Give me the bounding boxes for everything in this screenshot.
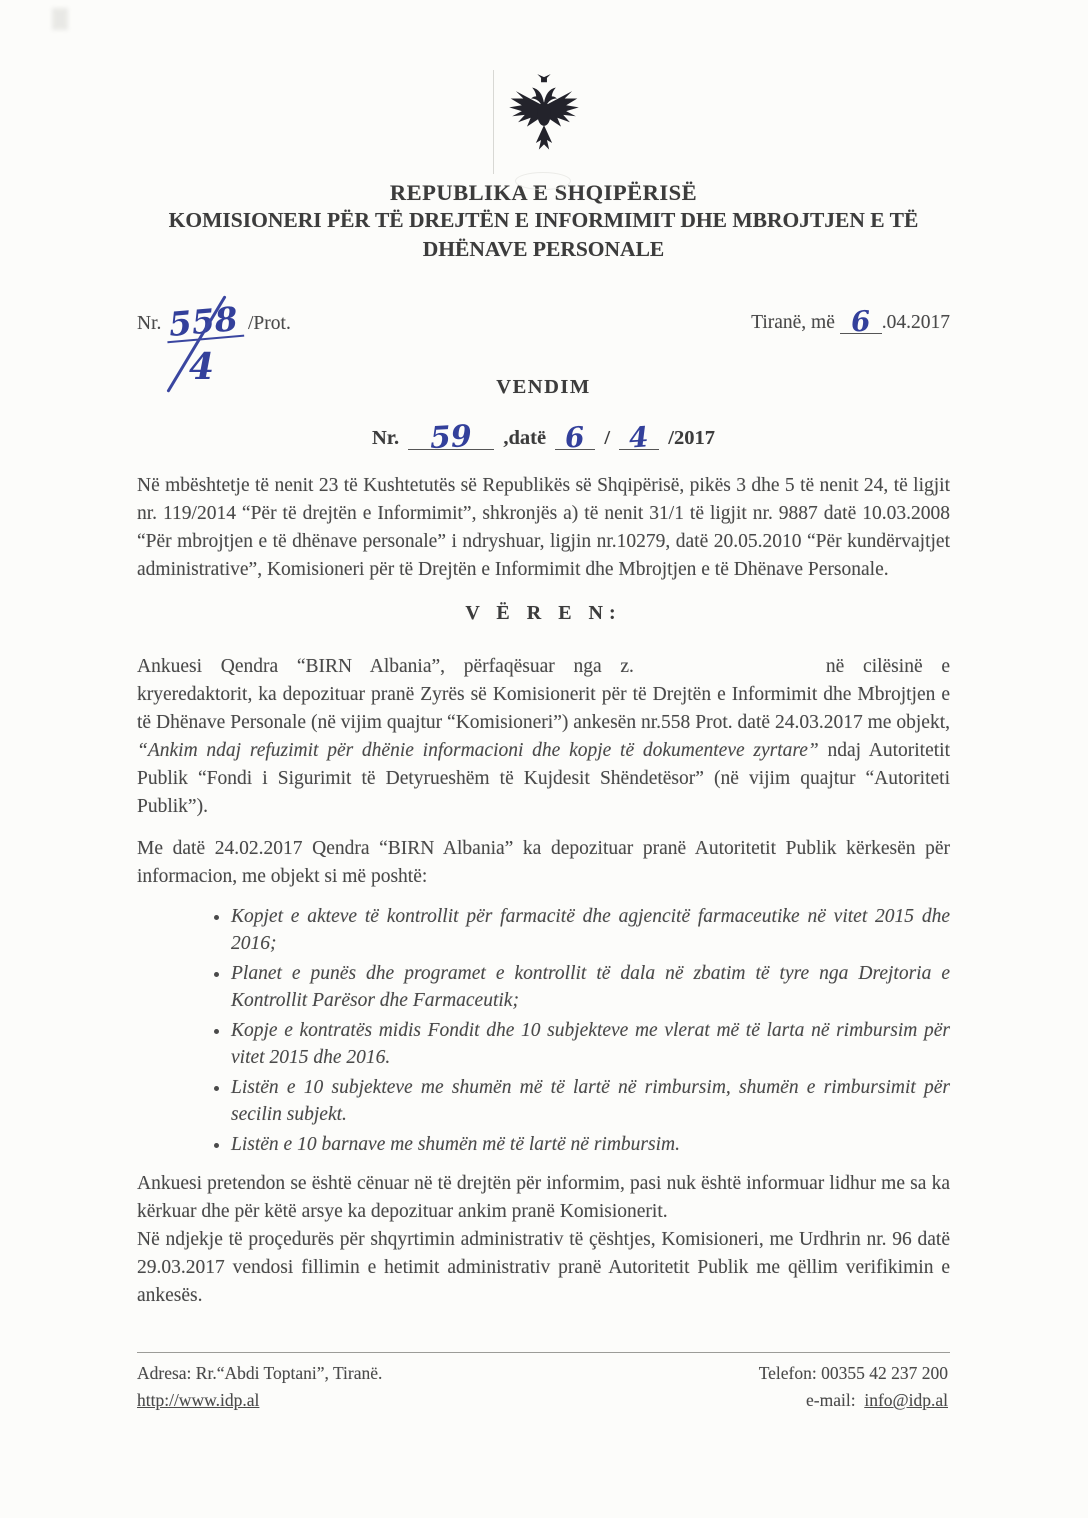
complaint-text-1: Ankuesi Qendra “BIRN Albania”, përfaqësuar nga z. [137,656,634,677]
decision-month-handwritten: 4 [628,420,650,455]
footer-left [137,1360,382,1414]
footer-right [759,1360,950,1414]
date-day-blank [840,304,882,339]
request-bullet-item: • Kopje e kontratës midis Fondit dhe 10 subjekteve me vlerat më të larta në rimbursim për vitet 2015 dhe 2016. [231,1017,950,1071]
request-bullet-item: • Kopjet e akteve të kontrollit për farmacitë dhe agjencitë farmaceutike në vitet 2015 dhe 2016; [231,903,950,957]
complaint-paragraph [137,653,950,821]
decision-title: VENDIM [496,376,591,398]
footer-phone: Telefon: 00355 42 237 200 [758,1363,948,1383]
date-day-handwritten: 6 [849,304,872,339]
institution-title-line-2: DHËNAVE PERSONALE [422,237,665,261]
veren-heading: V Ë R E N: [465,602,622,624]
claim-paragraph: Ankuesi pretendon se është cënuar në të drejtën për informim, pasi nuk është informuar lidhur me sa ka kërkuar dhe për këtë arsye ka depozituar ankim pranë Komisionerit. [137,1173,950,1222]
protocol-sub-number-handwritten: 4 [189,346,215,388]
protocol-prot-label: /Prot. [248,313,291,334]
protocol-number-block [137,299,437,388]
request-items-list [209,903,950,1158]
protocol-number-handwritten: 558 [165,305,244,344]
decision-number-blank [408,418,494,457]
request-intro-paragraph: Me datë 24.02.2017 Qendra “BIRN Albania” ka depozituar pranë Autoritetit Publik kërkesën për informacion, me objekt si më poshtë: [137,838,950,887]
date-suffix: .04.2017 [881,312,950,333]
scan-smudge [52,8,68,30]
decision-number-line [137,418,950,457]
footer-email-label: e-mail: [806,1390,856,1410]
complaint-text-2: në cilësinë e kryeredaktorit, ka depozituar pranë Zyrës së Komisionerit për të Drejtën e Informimit dhe Mbrojtjen e të Dhënave Personale (në vijim quajtur “Komisioneri”) ankesën nr.558 Prot. datë 24.03.2017 me objekt, [137,656,950,733]
eagle-emblem-svg [507,70,581,170]
place-date-block [751,300,950,346]
footer-email-link[interactable]: info@idp.al [864,1390,948,1410]
request-bullet-item: • Listën e 10 barnave me shumën më të lartë në rimbursim. [231,1131,950,1158]
institution-title-line-1: KOMISIONERI PËR TË DREJTËN E INFORMIMIT DHE MBROJTJEN E TË [168,208,919,232]
document-footer [137,1352,950,1414]
decision-date-separator: / [604,427,611,449]
decision-date-label: ,datë [503,427,547,449]
republic-title: REPUBLIKA E SHQIPËRISË [389,180,698,205]
legal-basis-paragraph: Në mbështetje të nenit 23 të Kushtetutës së Republikës së Shqipërisë, pikës 3 dhe 5 të nenit 24, të ligjit nr. 119/2014 “Për të drejtën e Informimit”, shkronjës a) të nenit 31/1 të ligjit nr. 9887 datë 10.03.2008 “Për mbrojtjen e të dhënave personale” i ndryshuar, ligjin nr.10279, datë 20.05.2010 “Për kundërvajtjet administrative”, Komisioneri për të Drejtën e Informimit dhe Mbrojtjen e të Dhënave Personale. [137,475,950,580]
decision-nr-label: Nr. [371,427,400,449]
decision-number-handwritten: 59 [429,418,474,457]
protocol-nr-label: Nr. [137,313,162,334]
footer-address: Adresa: Rr.“Abdi Toptani”, Tiranë. [137,1363,383,1383]
complaint-object-italic: “Ankim ndaj refuzimit për dhënie informacioni dhe kopje të dokumenteve zyrtare” [137,740,819,761]
request-bullet-item: • Planet e punës dhe programet e kontrollit të dala në zbatim të tyre nga Drejtoria e Kontrollit Parësor dhe Farmaceutik; [231,960,950,1014]
request-bullet-item: • Listën e 10 subjekteve me shumën më të lartë në rimbursim, shumën e rimbursimit për secilin subjekt. [231,1074,950,1128]
decision-day-handwritten: 6 [564,420,587,455]
place-date-prefix: Tiranë, më [751,312,835,333]
albanian-double-headed-eagle-icon [507,70,581,170]
footer-website-link[interactable]: http://www.idp.al [137,1390,260,1410]
procedure-paragraph: Në ndjekje të proçedurës për shqyrtimin administrativ të çështjes, Komisioneri, me Urdhrin nr. 96 datë 29.03.2017 vendosi fillimin e hetimit administrativ pranë Autoritetit Publik me qëllim verifikimin e ankesës. [137,1229,950,1306]
complaint-text-3: ndaj Autoritetit Publik “Fondi i Sigurimit të Detyrueshëm të Kujdesit Shëndetësor” (në vijim quajtur “Autoriteti Publik”). [137,740,950,817]
decision-day-blank [555,420,595,455]
decision-month-blank [619,420,659,455]
decision-year-suffix: /2017 [668,427,715,449]
